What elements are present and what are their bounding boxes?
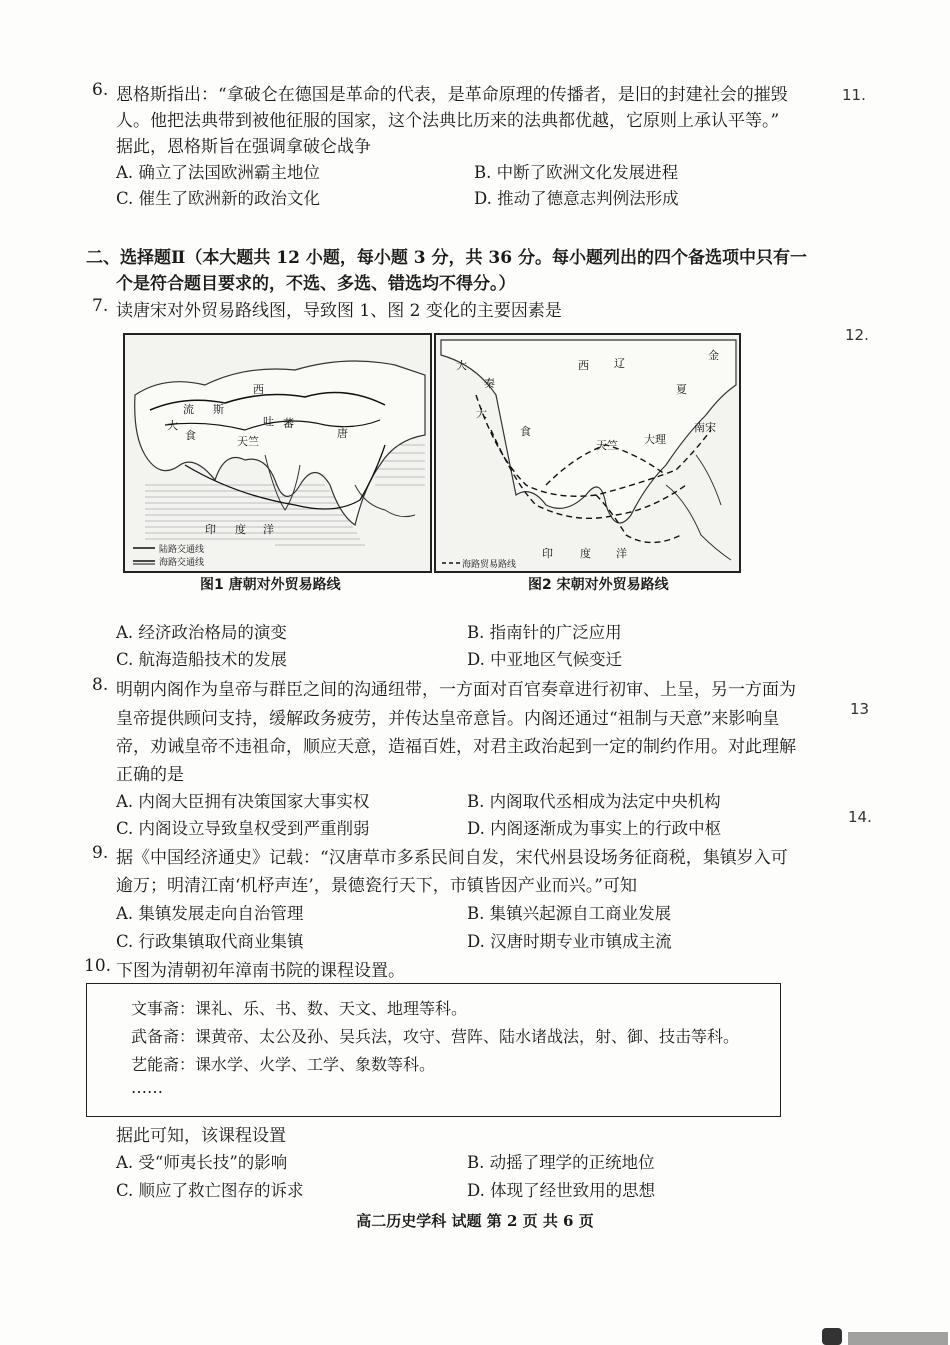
question-stem-line: 明朝内阁作为皇帝与群臣之间的沟通纽带，一方面对百官奏章进行初审、上呈，另一方面为 — [116, 680, 796, 700]
map1-label: 度 — [235, 523, 246, 536]
option-a[interactable]: A. 确立了法国欧洲霸主地位 — [116, 163, 320, 182]
scanner-badge — [820, 1322, 950, 1345]
question-stem-line: 逾万；明清江南‘机杼声连’，景德瓷行天下，市镇皆因产业而兴。”可知 — [116, 876, 637, 896]
question-number: 9. — [92, 843, 109, 863]
map2-label: 金 — [708, 349, 719, 362]
question-stem-line: 人。他把法典带到被他征服的国家，这个法典比历来的法典都优越，它原则上承认平等。” — [116, 111, 780, 131]
option-d[interactable]: D. 中亚地区气候变迁 — [467, 650, 623, 669]
option-c[interactable]: C. 内阁设立导致皇权受到严重削弱 — [116, 819, 370, 838]
option-b[interactable]: B. 指南针的广泛应用 — [467, 623, 622, 642]
option-c[interactable]: C. 顺应了救亡图存的诉求 — [116, 1181, 304, 1200]
option-b[interactable]: B. 内阁取代丞相成为法定中央机构 — [467, 792, 721, 811]
section-header-line: 个是符合题目要求的，不选、多选、错选均不得分。） — [116, 274, 516, 294]
map2-label: 度 — [580, 547, 591, 560]
map1-legend-sea: 海路交通线 — [159, 558, 205, 568]
map2-label: 南宋 — [694, 421, 716, 434]
option-d[interactable]: D. 体现了经世致用的思想 — [467, 1181, 656, 1200]
option-b[interactable]: B. 中断了欧洲文化发展进程 — [474, 163, 679, 182]
map1-label: 斯 — [213, 403, 224, 416]
map1-legend-land: 陆路交通线 — [159, 545, 205, 555]
question-prompt: 据此可知，该课程设置 — [116, 1126, 286, 1146]
scanner-badge-graphic — [820, 1322, 950, 1345]
option-a[interactable]: A. 内阁大臣拥有决策国家大事实权 — [116, 792, 370, 811]
option-c[interactable]: C. 航海造船技术的发展 — [116, 650, 288, 669]
map2-label: 辽 — [614, 357, 625, 370]
course-line-yineng: 艺能斋：课水学、火学、工学、象数等科。 — [131, 1055, 436, 1074]
map2-label: 天竺 — [596, 439, 618, 452]
map1-label: 西 — [253, 383, 264, 396]
question-number: 7. — [92, 296, 109, 316]
question-stem-line: 皇帝提供顾问支持，缓解政务疲劳，并传达皇帝意旨。内阁还通过“祖制与天意”来影响皇 — [116, 709, 780, 729]
option-a[interactable]: A. 经济政治格局的演变 — [116, 623, 287, 642]
margin-number-12: 12. — [845, 326, 869, 344]
map2-label: 大 — [476, 407, 487, 420]
map1-label: 印 — [205, 523, 216, 536]
map1-label: 唐 — [337, 427, 348, 440]
question-stem: 下图为清朝初年漳南书院的课程设置。 — [116, 961, 405, 981]
margin-number-13: 13 — [850, 700, 870, 718]
question-stem-line: 正确的是 — [116, 765, 184, 785]
question-number: 8. — [92, 675, 109, 695]
map-song-trade-routes — [434, 333, 741, 573]
map2-caption: 图2 宋朝对外贸易路线 — [528, 577, 669, 593]
option-b[interactable]: B. 集镇兴起源自工商业发展 — [467, 904, 672, 923]
map1-label: 大 — [167, 419, 178, 432]
question-stem-line: 据《中国经济通史》记载：“汉唐草市多系民间自发，宋代州县设场务征商税，集镇岁入可 — [116, 848, 788, 868]
map2-legend: 海路贸易路线 — [462, 560, 517, 570]
option-d[interactable]: D. 汉唐时期专业市镇成主流 — [467, 932, 672, 951]
map-tang-trade-routes — [123, 333, 432, 573]
option-d[interactable]: D. 推动了德意志判例法形成 — [474, 189, 679, 208]
map2-label: 大 — [456, 359, 467, 372]
map2-label: 印 — [542, 547, 553, 560]
option-b[interactable]: B. 动摇了理学的正统地位 — [467, 1153, 655, 1172]
question-stem-line: 据此，恩格斯旨在强调拿破仑战争 — [116, 137, 371, 157]
map1-caption: 图1 唐朝对外贸易路线 — [200, 577, 341, 593]
map1-label: 天竺 — [237, 435, 259, 448]
map-tang-graphic — [125, 335, 430, 571]
map2-label: 洋 — [616, 547, 627, 560]
option-a[interactable]: A. 集镇发展走向自治管理 — [116, 904, 304, 923]
course-line-ellipsis: …… — [131, 1078, 163, 1097]
option-d[interactable]: D. 内阁逐渐成为事实上的行政中枢 — [467, 819, 722, 838]
question-stem-line: 恩格斯指出：“拿破仑在德国是革命的代表，是革命原理的传播者，是旧的封建社会的摧毁 — [116, 85, 788, 105]
map1-label: 蕃 — [283, 417, 294, 430]
map1-label: 流 — [183, 403, 194, 416]
course-settings-box — [86, 983, 781, 1117]
question-stem-line: 帝，劝诫皇帝不违祖命，顺应天意，造福百姓，对君主政治起到一定的制约作用。对此理解 — [116, 737, 796, 757]
question-number: 6. — [92, 80, 109, 100]
map1-label: 吐 — [263, 415, 274, 428]
map1-label: 洋 — [263, 523, 274, 536]
margin-number-11: 11. — [842, 86, 866, 104]
page-footer: 高二历史学科 试题 第 2 页 共 6 页 — [356, 1212, 594, 1230]
margin-number-14: 14. — [848, 808, 872, 826]
map2-label: 夏 — [676, 383, 687, 396]
section-header-line: 二、选择题Ⅱ（本大题共 12 小题，每小题 3 分，共 36 分。每小题列出的四个备选项中只有一 — [86, 248, 807, 268]
map2-label: 大理 — [644, 433, 666, 446]
option-c[interactable]: C. 行政集镇取代商业集镇 — [116, 932, 304, 951]
option-a[interactable]: A. 受“师夷长技”的影响 — [116, 1153, 288, 1172]
map2-label: 西 — [578, 359, 589, 372]
question-stem: 读唐宋对外贸易路线图，导致图 1、图 2 变化的主要因素是 — [116, 301, 562, 321]
course-line-wenshi: 文事斋：课礼、乐、书、数、天文、地理等科。 — [131, 999, 468, 1018]
map2-label: 食 — [520, 425, 531, 438]
question-number: 10. — [84, 956, 112, 976]
course-line-wubei: 武备斋：课黄帝、太公及孙、吴兵法，攻守、营阵、陆水诸战法，射、御、技击等科。 — [131, 1027, 740, 1046]
option-c[interactable]: C. 催生了欧洲新的政治文化 — [116, 189, 321, 208]
map2-label: 秦 — [484, 377, 495, 390]
map1-label: 食 — [185, 429, 196, 442]
